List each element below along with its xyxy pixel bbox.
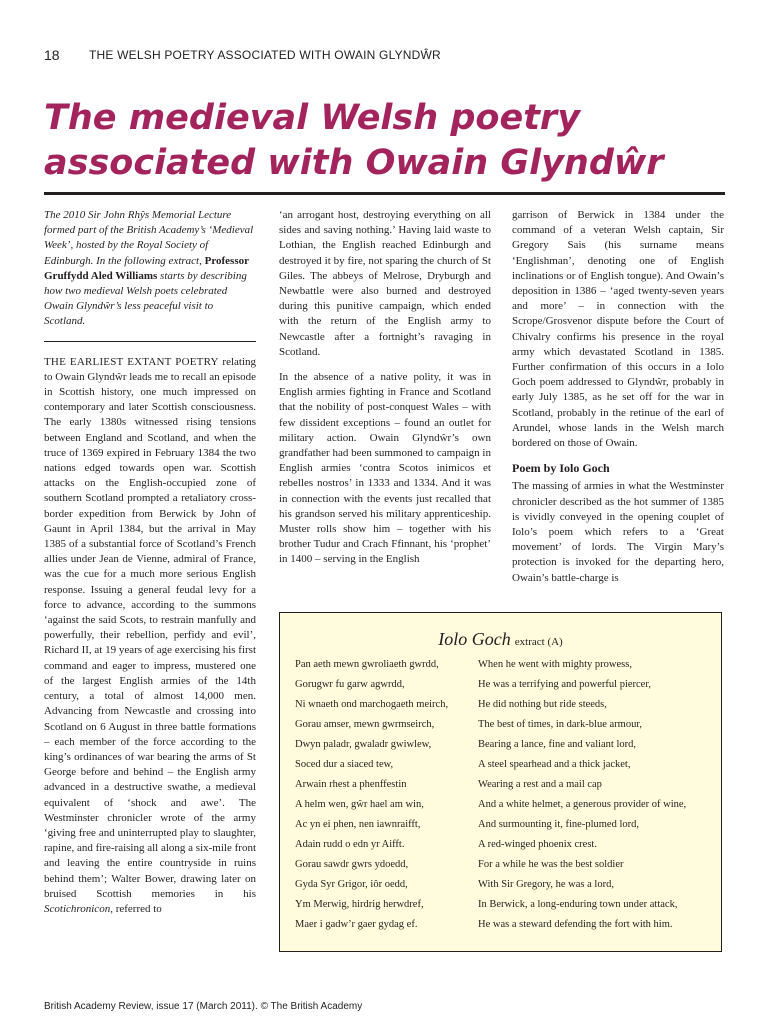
poem-lines bbox=[280, 656, 721, 936]
welsh-line: Gyda Syr Grigor, iôr oedd, bbox=[295, 879, 408, 890]
poem-line bbox=[280, 776, 721, 796]
intro-text-start: The 2010 Sir John Rhŷs Memorial Lecture formed part of the British Academy’s ‘Medieval Week’, hosted by the Royal Society of Edinburgh. In the following extract, bbox=[44, 209, 254, 267]
poem-heading bbox=[280, 629, 721, 651]
welsh-line: Dwyn paladr, gwaladr gwiwlew, bbox=[295, 739, 432, 750]
english-line: In Berwick, a long-enduring town under attack, bbox=[478, 899, 678, 910]
intro-separator bbox=[44, 341, 256, 342]
welsh-line: Pan aeth mewn gwroliaeth gwrdd, bbox=[295, 659, 439, 670]
book-title: Scotichronicon bbox=[44, 902, 111, 915]
lead-in-caps: THE EARLIEST EXTANT POETRY bbox=[44, 355, 219, 368]
page-footer: British Academy Review, issue 17 (March 2011). © The British Academy bbox=[44, 1001, 363, 1012]
poem-line bbox=[280, 916, 721, 936]
body-paragraph: ‘an arrogant host, destroying everything on all sides and saving nothing.’ Having laid waste to Lothian, the English reached Edinburgh and destroyed it by fire, not sparing the church of St Giles. The abbeys of Melrose, Dryburgh and Newbattle were also burned and destroyed during this punitive campaign, which ended with the return of the English army to Newcastle after a fortnight’s ravaging in Scotland. bbox=[279, 209, 491, 358]
welsh-line: Maer i gadw’r gaer gydag ef. bbox=[295, 919, 418, 930]
poem-line bbox=[280, 816, 721, 836]
poem-line bbox=[280, 796, 721, 816]
poem-title: Iolo Goch bbox=[438, 629, 511, 649]
intro-paragraph bbox=[44, 208, 256, 330]
welsh-line: Ym Merwig, hirdrig herwdref, bbox=[295, 899, 424, 910]
english-line: He did nothing but ride steeds, bbox=[478, 699, 607, 710]
title-rule bbox=[44, 192, 725, 195]
english-line: He was a steward defending the fort with him. bbox=[478, 919, 673, 930]
welsh-line: Arwain rhest a phenffestin bbox=[295, 779, 407, 790]
intro-text-end: starts by describing how two medieval Welsh poets celebrated Owain Glyndŵr’s less peaceful visit to Scotland. bbox=[44, 269, 247, 328]
welsh-line: Ac yn ei phen, nen iawnraifft, bbox=[295, 819, 421, 830]
column-2 bbox=[279, 208, 491, 568]
english-line: A red-winged phoenix crest. bbox=[478, 839, 597, 850]
article-title: The medieval Welsh poetry associated with Owain Glyndŵr bbox=[44, 98, 664, 183]
poem-label: extract (A) bbox=[514, 636, 563, 648]
english-line: The best of times, in dark-blue armour, bbox=[478, 719, 643, 730]
welsh-line: Soced dur a siaced tew, bbox=[295, 759, 394, 770]
poem-line bbox=[280, 896, 721, 916]
english-line: Bearing a lance, fine and valiant lord, bbox=[478, 739, 637, 750]
english-line: He was a terrifying and powerful piercer, bbox=[478, 679, 652, 690]
english-line: For a while he was the best soldier bbox=[478, 859, 624, 870]
poem-line bbox=[280, 876, 721, 896]
running-header bbox=[44, 46, 728, 70]
english-line: When he went with mighty prowess, bbox=[478, 659, 632, 670]
welsh-line: Gorau sawdr gwrs ydoedd, bbox=[295, 859, 409, 870]
body-paragraph: garrison of Berwick in 1384 under the command of a veteran Welsh captain, Sir Gregory Sais (his surname means ‘Englishman’, denoting one of English inclinations or of English tongue). And Owain’s deposition in 1386 – ‘aged twenty-seven years and more’ – in connection with the Scrope/Grosvenor dispute before the Court of Chivalry confirms his presence in the royal army which devastated Scotland in 1385. Further confirmation of this occurs in a Iolo Goch poem addressed to Glyndŵr, probably in early July 1385, as he set off for the war in Scotland, probably in the retinue of the earl of Arundel, whose lands in the Welsh march bordered on those of Owain. bbox=[512, 209, 724, 450]
poem-box bbox=[279, 612, 722, 952]
poem-line bbox=[280, 756, 721, 776]
body-text: relating to Owain Glyndŵr leads me to recall an episode in Scottish history, one much impressed on contemporary and later Scottish consciousness. The early 1380s witnessed rising tensions between England and Scotland, and when the truce of 1369 expired in February 1384 the two nations edged towards open war. Scottish attacks on the English-occupied zone of southern Scotland prompted a retaliatory cross-border expedition from Berwick by John of Gaunt in April 1384, but the arrival in May 1385 of a substantial force of Scotland’s French allies under Jean de Vienne, admiral of France, was the cue for a much more serious English response. Issuing a general feudal levy for a force to advance, according to the summons ‘against the said Scots, to restrain manfully and powerfully, their rebellion, perfidy and evil’, Richard II, at 19 years of age exercising his first command and eager to impress, mustered one of the largest English armies of the 14th century, a total of almost 14,000 men. Advancing from Newcastle and crossing into Scotland on 6 August in three battle formations – each member of the force according to the king’s ordinances of war bearing the arms of St George before and behind – the English army advanced in a destructive swathe, a medieval equivalent of ‘shock and awe’. The Westminster chronicler wrote of the army ‘giving free and uninterrupted play to slaughter, rapine, and fire-raising all along a six-mile front and leaving the entire countryside in ruins behind them’; Walter Bower, drawing later on bruised Scottish memories in his bbox=[44, 355, 257, 900]
poem-line bbox=[280, 716, 721, 736]
column-3 bbox=[512, 208, 724, 586]
english-line: Wearing a rest and a mail cap bbox=[478, 779, 602, 790]
poem-line bbox=[280, 736, 721, 756]
body-paragraph: In the absence of a native polity, it was in English armies fighting in France and Scotland that the nobility of post-conquest Wales – with few dissident exceptions – found an outlet for military action. Owain Glyndŵr’s own grandfather had been summoned to campaign in English armies ‘contra Scotos inimicos et rebelles nostros’ in 1333 and 1334. And it was in connection with the events just recalled that his grandson served his military apprenticeship. Muster rolls show him – together with his brother Tudur and Crach Ffinnant, his ‘prophet’ in 1400 – serving in the English bbox=[279, 371, 491, 566]
body-text-end: , referred to bbox=[110, 902, 162, 915]
intro-author: Professor Gruffydd Aled Williams bbox=[44, 254, 249, 282]
english-line: With Sir Gregory, he was a lord, bbox=[478, 879, 614, 890]
welsh-line: Adain rudd o edn yr Aifft. bbox=[295, 839, 405, 850]
running-title: THE WELSH POETRY ASSOCIATED WITH OWAIN GLYNDŴR bbox=[89, 48, 441, 62]
poem-line bbox=[280, 836, 721, 856]
poem-line bbox=[280, 676, 721, 696]
english-line: And a white helmet, a generous provider of wine, bbox=[478, 799, 687, 810]
poem-line bbox=[280, 656, 721, 676]
poem-line bbox=[280, 856, 721, 876]
section-subheading: Poem by Iolo Goch bbox=[512, 461, 610, 476]
body-paragraph: The massing of armies in what the Westminster chronicler described as the hot summer of 1385 is vividly conveyed in the opening couplet of Iolo’s poem which refers to a ‘Great movement’ of lords. The Virgin Mary’s protection is invoked for the departing hero, Owain’s battle-charge is bbox=[512, 480, 724, 584]
poem-line bbox=[280, 696, 721, 716]
body-paragraph bbox=[44, 355, 256, 918]
welsh-line: A helm wen, gŵr hael am win, bbox=[295, 799, 424, 810]
welsh-line: Gorugwr fu garw agwrdd, bbox=[295, 679, 405, 690]
english-line: And surmounting it, fine-plumed lord, bbox=[478, 819, 639, 830]
english-line: A steel spearhead and a thick jacket, bbox=[478, 759, 631, 770]
welsh-line: Gorau amser, mewn gwrmseirch, bbox=[295, 719, 435, 730]
page-number: 18 bbox=[44, 47, 60, 63]
welsh-line: Ni wnaeth ond marchogaeth meirch, bbox=[295, 699, 449, 710]
column-1 bbox=[44, 208, 256, 917]
